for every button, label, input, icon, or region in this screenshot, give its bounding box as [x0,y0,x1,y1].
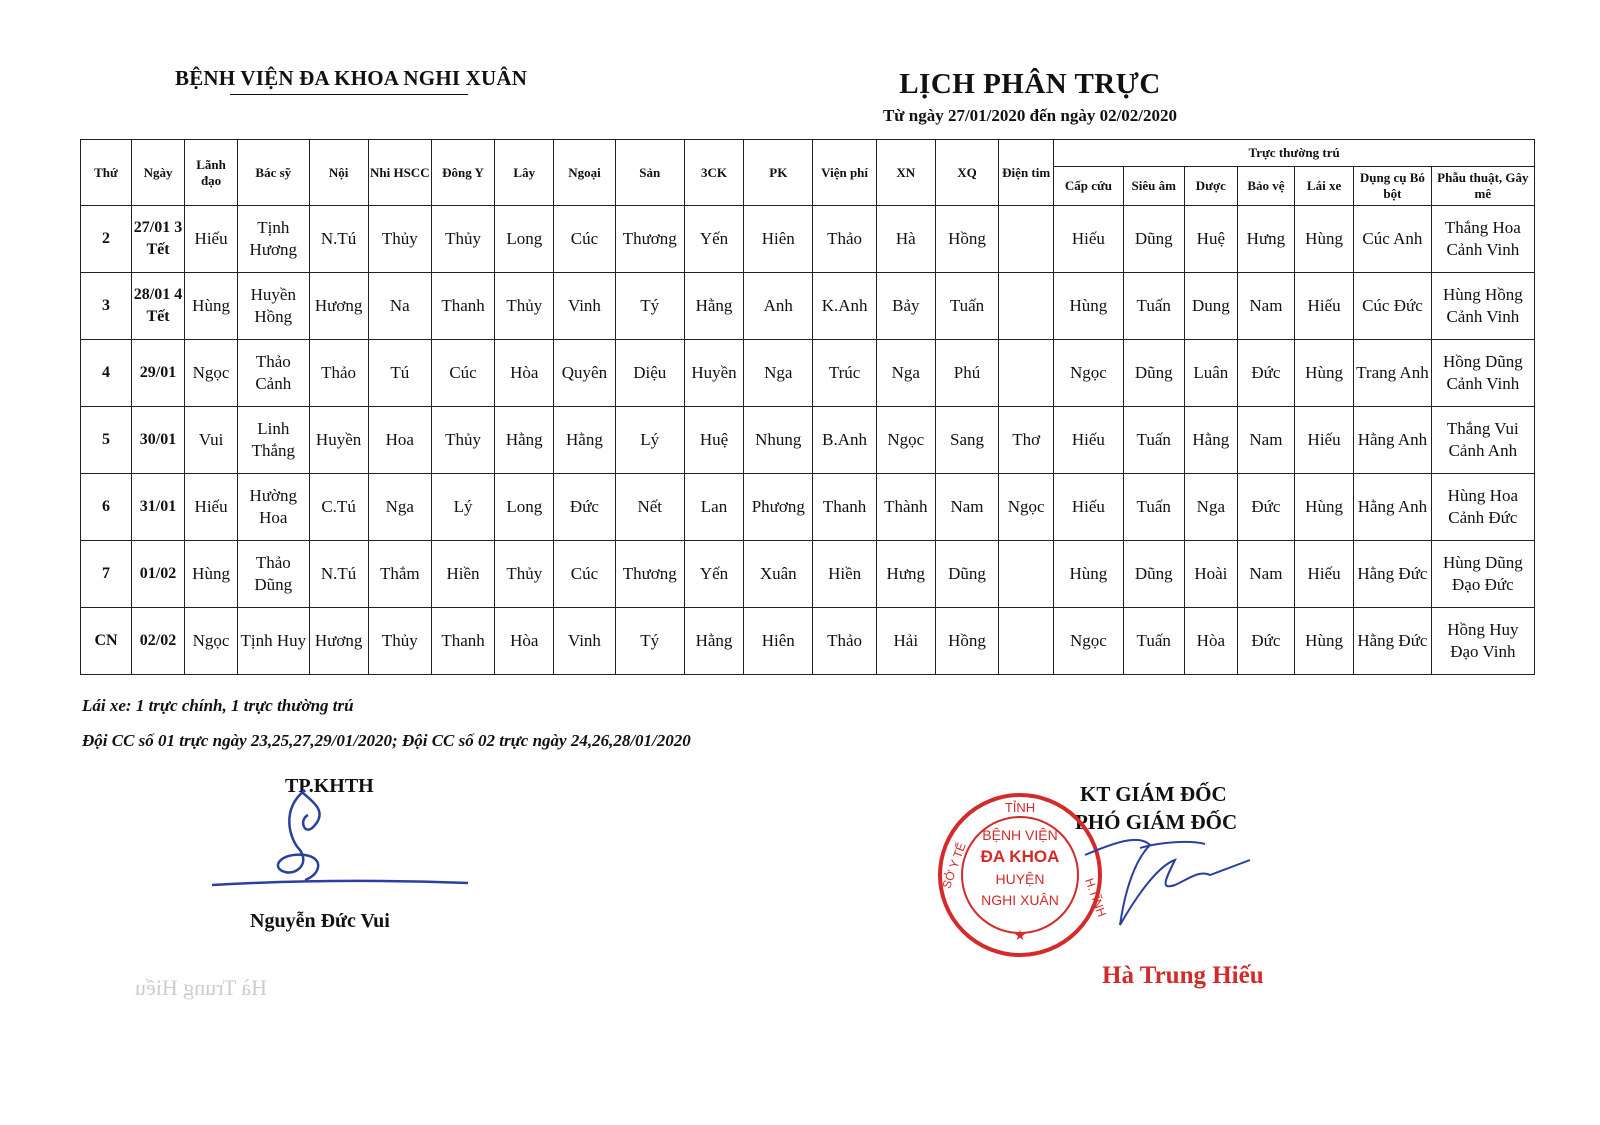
duty-cell: Long [495,474,554,541]
duty-cell: Tịnh Hương [238,206,309,273]
duty-cell: Thanh [431,608,494,675]
day-of-week-cell: 7 [81,541,132,608]
duty-cell: Dũng [1123,541,1184,608]
duty-cell: Yến [684,206,743,273]
duty-cell: Long [495,206,554,273]
duty-cell: Cúc [554,541,615,608]
duty-cell: Hằng [684,273,743,340]
duty-cell: Hằng Đức [1354,608,1432,675]
duty-cell: Thảo [813,608,876,675]
duty-cell: Anh [744,273,813,340]
col-header: PK [744,140,813,206]
duty-cell: Hùng Hồng Cảnh Vinh [1431,273,1534,340]
date-cell: 01/02 [132,541,185,608]
duty-cell: Hiên [744,206,813,273]
duty-cell: Nga [744,340,813,407]
duty-cell: Thủy [368,608,431,675]
table-row [81,206,1535,273]
duty-cell: Hằng [554,407,615,474]
duty-cell: Tuấn [935,273,998,340]
duty-cell: Huyền [309,407,368,474]
duty-cell: Nga [1184,474,1237,541]
duty-cell: Hằng [495,407,554,474]
duty-cell: Đức [554,474,615,541]
duty-cell: Nam [1237,541,1294,608]
col-header: Lãnh đạo [185,140,238,206]
duty-cell: Hiên [744,608,813,675]
duty-cell: Thắng Hoa Cảnh Vinh [1431,206,1534,273]
duty-cell: Hiếu [1054,474,1123,541]
duty-cell: Ngọc [1054,608,1123,675]
duty-cell: Thắm [368,541,431,608]
duty-cell: Hà [876,206,935,273]
col-header: 3CK [684,140,743,206]
stamp-ring-left: SỞ Y TẾ [939,840,969,891]
duty-cell: Hòa [495,608,554,675]
duty-cell: Hằng Anh [1354,407,1432,474]
sub-col-header: Dụng cụ Bó bột [1354,167,1432,206]
duty-cell: Quyên [554,340,615,407]
duty-schedule-table [80,139,1535,675]
duty-cell: Thảo [813,206,876,273]
duty-cell: Hằng Đức [1354,541,1432,608]
day-of-week-cell: 2 [81,206,132,273]
table-row [81,273,1535,340]
duty-cell: Cúc [431,340,494,407]
stamp-line4: NGHI XUÂN [981,892,1059,908]
duty-cell: N.Tú [309,541,368,608]
duty-cell: Diệu [615,340,684,407]
duty-cell: Cúc Anh [1354,206,1432,273]
duty-cell: Tuấn [1123,608,1184,675]
duty-cell: Nam [1237,407,1294,474]
duty-cell [999,340,1054,407]
duty-cell: Thắng Vui Cảnh Anh [1431,407,1534,474]
duty-cell: Huyền Hồng [238,273,309,340]
duty-cell: Thanh [813,474,876,541]
duty-cell: Hiếu [1054,206,1123,273]
duty-cell: Hồng Huy Đạo Vinh [1431,608,1534,675]
left-signature [210,780,480,900]
col-header: XN [876,140,935,206]
col-header: Viện phí [813,140,876,206]
duty-cell: C.Tú [309,474,368,541]
duty-cell: Hiền [813,541,876,608]
duty-cell: Hùng [1054,273,1123,340]
duty-cell: Bảy [876,273,935,340]
duty-cell: Ngọc [999,474,1054,541]
duty-cell: Ngọc [876,407,935,474]
col-header: XQ [935,140,998,206]
duty-cell: Hùng [185,541,238,608]
duty-cell: Huyền [684,340,743,407]
sub-col-header: Dược [1184,167,1237,206]
duty-cell: Dung [1184,273,1237,340]
duty-cell: Thảo Cảnh [238,340,309,407]
duty-cell: Thủy [368,206,431,273]
col-header: Thứ [81,140,132,206]
duty-cell: Tuấn [1123,474,1184,541]
duty-cell: Tuấn [1123,273,1184,340]
date-cell: 30/01 [132,407,185,474]
col-header: Nhi HSCC [368,140,431,206]
sub-col-header: Lái xe [1294,167,1353,206]
duty-cell: Tịnh Huy [238,608,309,675]
duty-cell: Hương [309,273,368,340]
duty-cell: Hòa [1184,608,1237,675]
duty-cell: N.Tú [309,206,368,273]
duty-cell: Vinh [554,608,615,675]
sub-col-header: Siêu âm [1123,167,1184,206]
duty-cell: Tuấn [1123,407,1184,474]
duty-cell: Nam [935,474,998,541]
duty-cell: Sang [935,407,998,474]
table-row [81,608,1535,675]
duty-cell: Hồng [935,608,998,675]
duty-cell: Thủy [495,273,554,340]
day-of-week-cell: 5 [81,407,132,474]
duty-cell: K.Anh [813,273,876,340]
duty-cell: Dũng [935,541,998,608]
duty-cell: Đức [1237,340,1294,407]
col-header: Bác sỹ [238,140,309,206]
col-header: Điện tim [999,140,1054,206]
sub-col-header: Bảo vệ [1237,167,1294,206]
date-range: Từ ngày 27/01/2020 đến ngày 02/02/2020 [882,106,1178,125]
duty-cell: Hải [876,608,935,675]
team-note: Đội CC số 01 trực ngày 23,25,27,29/01/2020; Đội CC số 02 trực ngày 24,26,28/01/2020 [82,731,691,750]
left-signer-name: Nguyễn Đức Vui [250,910,390,932]
duty-cell: Cúc [554,206,615,273]
duty-cell: Lý [615,407,684,474]
date-cell: 29/01 [132,340,185,407]
sub-col-header: Phẫu thuật, Gây mê [1431,167,1534,206]
duty-cell: Tú [368,340,431,407]
hospital-name: BỆNH VIỆN ĐA KHOA NGHI XUÂN [175,66,527,91]
col-header: Sản [615,140,684,206]
duty-cell: Tý [615,273,684,340]
duty-cell: Hoài [1184,541,1237,608]
duty-cell: Hưng [1237,206,1294,273]
left-signer-title: TP.KHTH [285,775,374,797]
duty-cell: Hùng [185,273,238,340]
duty-cell: Thảo [309,340,368,407]
day-of-week-cell: 3 [81,273,132,340]
date-cell: 31/01 [132,474,185,541]
duty-cell: Hiền [431,541,494,608]
day-of-week-cell: CN [81,608,132,675]
duty-cell: Phú [935,340,998,407]
right-signer-name: Hà Trung Hiếu [1102,962,1264,989]
bleed-through-text: Hà Trung Hiếu [135,975,268,1000]
duty-cell: Hoa [368,407,431,474]
schedule-body [81,206,1535,675]
duty-cell: Thủy [495,541,554,608]
stamp-line1: BỆNH VIỆN [982,827,1058,843]
duty-cell: Đức [1237,474,1294,541]
duty-cell: Hồng Dũng Cảnh Vinh [1431,340,1534,407]
duty-cell: Nga [876,340,935,407]
group-header-resident-duty: Trực thường trú [1054,140,1535,167]
duty-cell: Hồng [935,206,998,273]
duty-cell: Linh Thắng [238,407,309,474]
right-signer-title: KT GIÁM ĐỐC [1080,782,1227,806]
duty-cell: Hiếu [1294,273,1353,340]
duty-cell: Hùng [1294,206,1353,273]
date-cell: 02/02 [132,608,185,675]
driver-note: Lái xe: 1 trực chính, 1 trực thường trú [82,696,354,715]
col-header: Lây [495,140,554,206]
stamp-ring-right: H.TĨNH [1082,876,1110,919]
duty-cell: Huệ [1184,206,1237,273]
date-cell: 28/01 4 Tết [132,273,185,340]
duty-cell: Tý [615,608,684,675]
duty-cell: Hằng [684,608,743,675]
stamp-line3: HUYỆN [995,871,1045,887]
date-cell: 27/01 3 Tết [132,206,185,273]
duty-cell: Hiếu [1294,407,1353,474]
duty-cell: Thủy [431,407,494,474]
duty-cell: Hùng [1294,340,1353,407]
duty-cell: Lý [431,474,494,541]
duty-cell: Thơ [999,407,1054,474]
duty-cell [999,206,1054,273]
duty-cell: Xuân [744,541,813,608]
stamp-line2: ĐA KHOA [980,847,1060,866]
duty-cell: Hùng [1294,608,1353,675]
duty-cell [999,273,1054,340]
stamp-star: ★ [1013,929,1027,944]
duty-cell: Trúc [813,340,876,407]
duty-cell: Hương [309,608,368,675]
duty-cell: Nam [1237,273,1294,340]
duty-cell: Hùng Dũng Đạo Đức [1431,541,1534,608]
duty-cell: Hằng Anh [1354,474,1432,541]
table-row [81,407,1535,474]
duty-cell: Thương [615,541,684,608]
duty-cell: Nga [368,474,431,541]
duty-cell: Hiếu [185,206,238,273]
day-of-week-cell: 4 [81,340,132,407]
duty-cell: Thủy [431,206,494,273]
duty-cell: Ngọc [185,608,238,675]
sub-col-header: Cấp cứu [1054,167,1123,206]
duty-cell: Yến [684,541,743,608]
right-signer-subtitle: PHÓ GIÁM ĐỐC [1075,810,1238,834]
duty-cell: Hùng [1294,474,1353,541]
col-header: Ngày [132,140,185,206]
table-row [81,340,1535,407]
duty-cell: Hùng Hoa Cảnh Đức [1431,474,1534,541]
duty-cell: Lan [684,474,743,541]
duty-cell [999,541,1054,608]
duty-cell: Hiếu [1294,541,1353,608]
duty-cell: Thương [615,206,684,273]
duty-cell: Trang Anh [1354,340,1432,407]
col-header: Đông Y [431,140,494,206]
duty-cell: Thanh [431,273,494,340]
duty-cell: B.Anh [813,407,876,474]
duty-cell: Dũng [1123,206,1184,273]
duty-cell: Nhung [744,407,813,474]
document-title: LỊCH PHÂN TRỰC [899,68,1161,100]
duty-cell: Đức [1237,608,1294,675]
duty-cell: Vui [185,407,238,474]
duty-cell: Nết [615,474,684,541]
duty-cell: Cúc Đức [1354,273,1432,340]
table-row [81,474,1535,541]
duty-cell [999,608,1054,675]
duty-cell: Phương [744,474,813,541]
duty-cell: Hùng [1054,541,1123,608]
right-signature [1080,830,1260,940]
duty-cell: Hiếu [1054,407,1123,474]
duty-cell: Hòa [495,340,554,407]
duty-cell: Hường Hoa [238,474,309,541]
duty-cell: Huệ [684,407,743,474]
col-header: Nội [309,140,368,206]
duty-cell: Ngọc [185,340,238,407]
day-of-week-cell: 6 [81,474,132,541]
duty-cell: Hiếu [185,474,238,541]
stamp-ring-top: TỈNH [1004,800,1036,815]
duty-cell: Dũng [1123,340,1184,407]
duty-cell: Thảo Dũng [238,541,309,608]
duty-cell: Luân [1184,340,1237,407]
duty-cell: Thành [876,474,935,541]
duty-cell: Vinh [554,273,615,340]
duty-cell: Hằng [1184,407,1237,474]
duty-cell: Na [368,273,431,340]
col-header: Ngoại [554,140,615,206]
duty-cell: Hưng [876,541,935,608]
duty-cell: Ngọc [1054,340,1123,407]
table-row [81,541,1535,608]
